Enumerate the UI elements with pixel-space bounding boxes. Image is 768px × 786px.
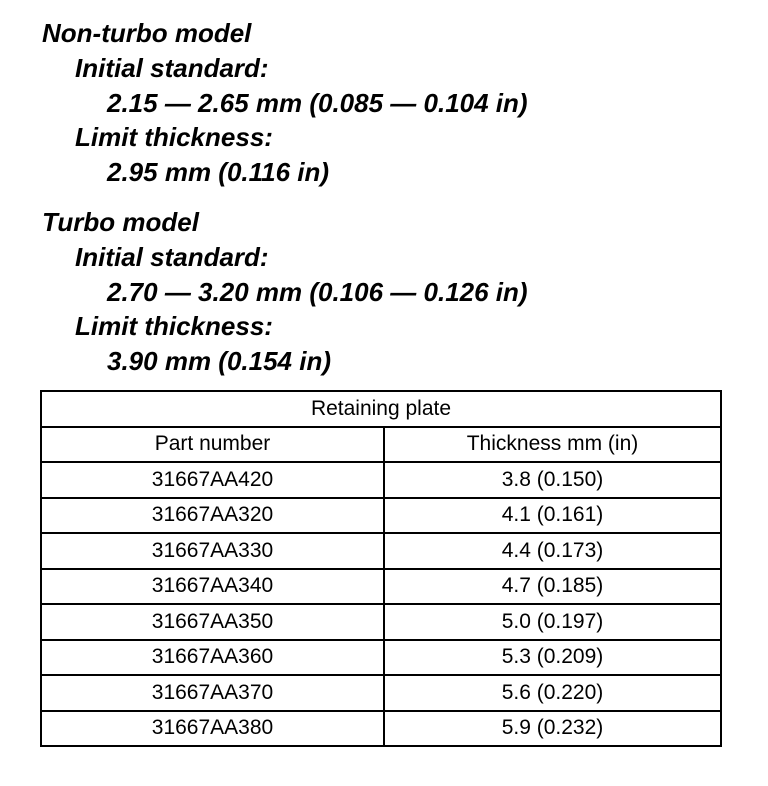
thickness-cell: 5.6 (0.220) <box>384 675 721 711</box>
part-number-cell: 31667AA320 <box>41 498 384 534</box>
non-turbo-limit-value: 2.95 mm (0.116 in) <box>107 157 330 187</box>
non-turbo-initial-label: Initial standard: <box>75 53 269 83</box>
thickness-cell: 4.4 (0.173) <box>384 533 721 569</box>
thickness-cell: 4.7 (0.185) <box>384 569 721 605</box>
turbo-limit-label: Limit thickness: <box>75 311 273 341</box>
column-header-thickness: Thickness mm (in) <box>384 427 721 463</box>
turbo-initial-value: 2.70 — 3.20 mm (0.106 — 0.126 in) <box>107 277 528 307</box>
thickness-cell: 5.3 (0.209) <box>384 640 721 676</box>
retaining-plate-table <box>40 390 722 747</box>
thickness-cell: 3.8 (0.150) <box>384 462 721 498</box>
table-row <box>41 533 721 569</box>
part-number-cell: 31667AA350 <box>41 604 384 640</box>
part-number-cell: 31667AA420 <box>41 462 384 498</box>
turbo-heading: Turbo model <box>42 207 199 237</box>
part-number-cell: 31667AA340 <box>41 569 384 605</box>
non-turbo-heading: Non-turbo model <box>42 18 252 48</box>
column-header-part-number: Part number <box>41 427 384 463</box>
turbo-initial-label: Initial standard: <box>75 242 269 272</box>
table-row <box>41 569 721 605</box>
table-row <box>41 675 721 711</box>
part-number-cell: 31667AA380 <box>41 711 384 747</box>
thickness-cell: 5.9 (0.232) <box>384 711 721 747</box>
table-title-row <box>41 391 721 427</box>
part-number-cell: 31667AA330 <box>41 533 384 569</box>
thickness-cell: 4.1 (0.161) <box>384 498 721 534</box>
turbo-limit-value: 3.90 mm (0.154 in) <box>107 346 331 376</box>
table-row <box>41 462 721 498</box>
table-header-row <box>41 427 721 463</box>
non-turbo-initial-value: 2.15 — 2.65 mm (0.085 — 0.104 in) <box>107 88 528 118</box>
non-turbo-limit-label: Limit thickness: <box>75 122 273 152</box>
part-number-cell: 31667AA370 <box>41 675 384 711</box>
table-title: Retaining plate <box>41 391 721 427</box>
table-row <box>41 711 721 747</box>
thickness-cell: 5.0 (0.197) <box>384 604 721 640</box>
table-row <box>41 498 721 534</box>
table-row <box>41 604 721 640</box>
table-row <box>41 640 721 676</box>
part-number-cell: 31667AA360 <box>41 640 384 676</box>
